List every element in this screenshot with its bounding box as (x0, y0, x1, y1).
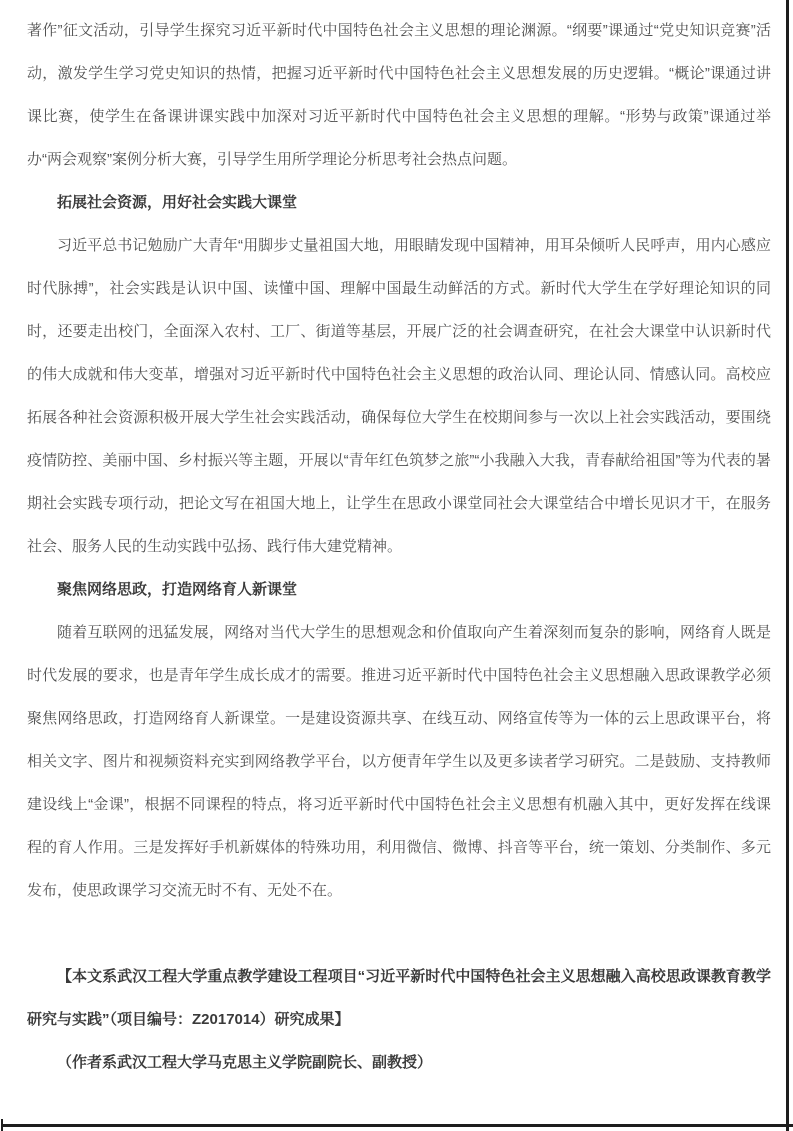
page-bottom-border (2, 1124, 793, 1127)
body-paragraph: 著作”征文活动，引导学生探究习近平新时代中国特色社会主义思想的理论渊源。“纲要”课通过“党史知识竞赛”活动，激发学生学习党史知识的热情，把握习近平新时代中国特色社会主义思想发展的历史逻辑。“概论”课通过讲课比赛，使学生在备课讲课实践中加深对习近平新时代中国特色社会主义思想的理解。“形势与政策”课通过举办“两会观察”案例分析大赛，引导学生用所学理论分析思考社会热点问题。 (27, 22, 771, 168)
article-body (27, 9, 771, 1084)
page-left-border-corner (1, 1119, 3, 1131)
body-paragraph: 随着互联网的迅猛发展，网络对当代大学生的思想观念和价值取向产生着深刻而复杂的影响，网络育人既是时代发展的要求，也是青年学生成长成才的需要。推进习近平新时代中国特色社会主义思想融入思政课教学必须聚焦网络思政，打造网络育人新课堂。一是建设资源共享、在线互动、网络宣传等为一体的云上思政课平台，将相关文字、图片和视频资料充实到网络教学平台，以方便青年学生以及更多读者学习研究。二是鼓励、支持教师建设线上“金课”，根据不同课程的特点，将习近平新时代中国特色社会主义思想有机融入其中，更好发挥在线课程的育人作用。三是发挥好手机新媒体的特殊功用，利用微信、微博、抖音等平台，统一策划、分类制作、多元发布，使思政课学习交流无时不有、无处不在。 (27, 624, 771, 899)
body-paragraph: 习近平总书记勉励广大青年“用脚步丈量祖国大地，用眼睛发现中国精神，用耳朵倾听人民呼声，用内心感应时代脉搏”，社会实践是认识中国、读懂中国、理解中国最生动鲜活的方式。新时代大学生在学好理论知识的同时，还要走出校门，全面深入农村、工厂、街道等基层，开展广泛的社会调查研究，在社会大课堂中认识新时代的伟大成就和伟大变革，增强对习近平新时代中国特色社会主义思想的政治认同、理论认同、情感认同。高校应拓展各种社会资源积极开展大学生社会实践活动，确保每位大学生在校期间参与一次以上社会实践活动，要围绕疫情防控、美丽中国、乡村振兴等主题，开展以“青年红色筑梦之旅”“小我融入大我，青春献给祖国”等为代表的暑期社会实践专项行动，把论文写在祖国大地上，让学生在思政小课堂同社会大课堂结合中增长见识才干，在服务社会、服务人民的生动实践中弘扬、践行伟大建党精神。 (27, 237, 771, 555)
footnote-paragraph: 【本文系武汉工程大学重点教学建设工程项目“习近平新时代中国特色社会主义思想融入高校思政课教育教学研究与实践”（项目编号：Z2017014）研究成果】 (27, 968, 771, 1028)
page-right-border (786, 0, 789, 1131)
footnote-paragraph: （作者系武汉工程大学马克思主义学院副院长、副教授） (57, 1054, 433, 1071)
section-heading: 拓展社会资源，用好社会实践大课堂 (57, 194, 298, 211)
section-heading: 聚焦网络思政，打造网络育人新课堂 (57, 581, 298, 598)
